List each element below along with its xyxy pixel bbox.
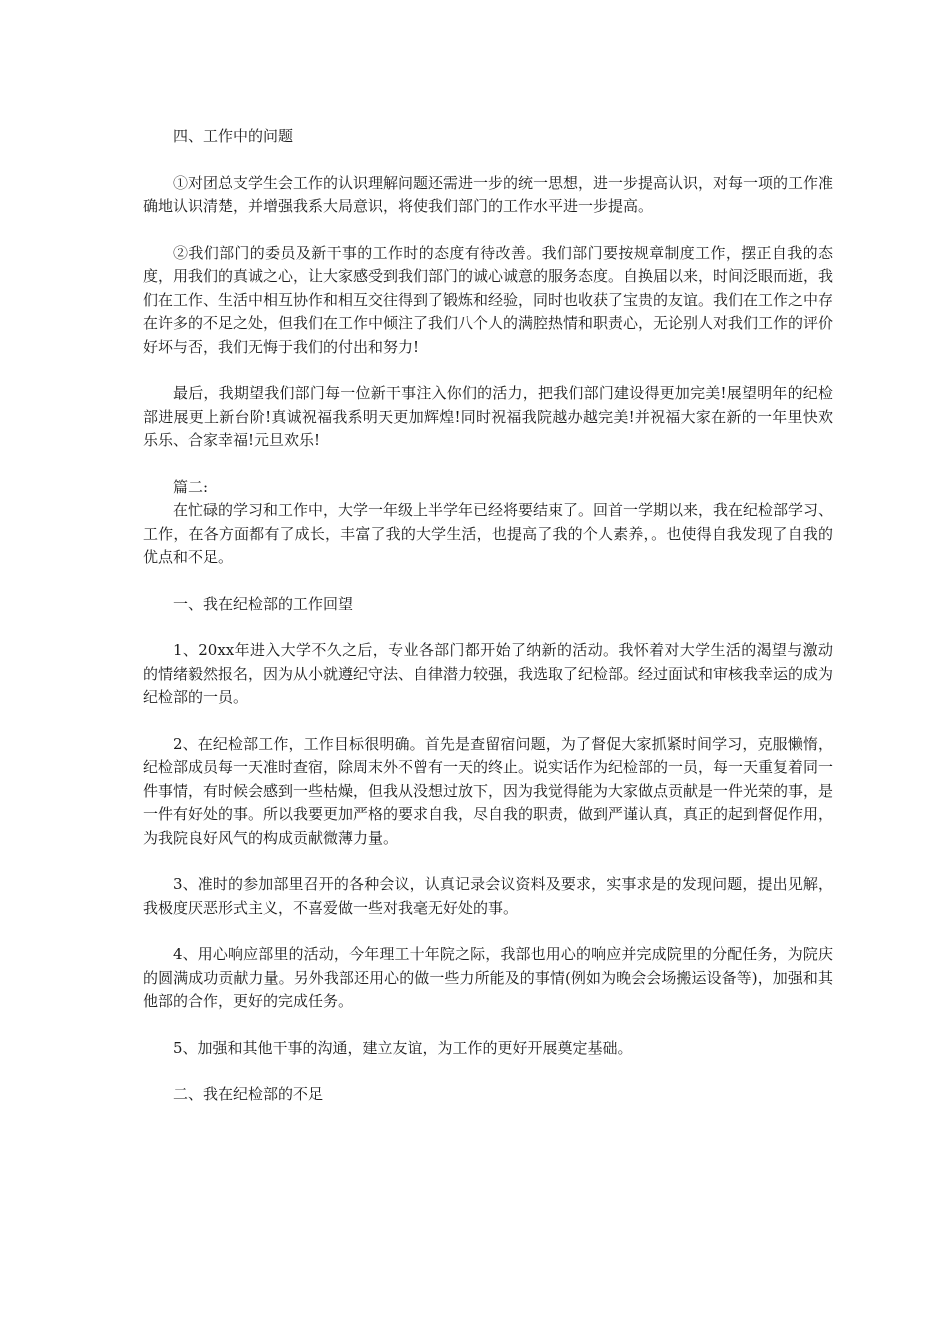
paragraph-item-4: 4、用心响应部里的活动，今年理工十年院之际，我部也用心的响应并完成院里的分配任务，为院庆的圆满成功贡献力量。另外我部还用心的做一些力所能及的事情(例如为晚会会场搬运设备等)，加强和其他部的合作，更好的完成任务。 bbox=[143, 945, 833, 1010]
paragraph bbox=[143, 499, 833, 570]
heading-review: 一、我在纪检部的工作回望 bbox=[173, 594, 354, 613]
paragraph bbox=[143, 1037, 833, 1061]
section-heading bbox=[143, 476, 833, 500]
part-two-label: 篇二: bbox=[173, 477, 209, 496]
paragraph-problem-2: ②我们部门的委员及新干事的工作时的态度有待改善。我们部门要按规章制度工作，摆正自我的态度，用我们的真诚之心，让大家感受到我们部门的诚心诚意的服务态度。自换届以来，时间泛眼而逝，我们在工作、生活中相互协作和相互交往得到了锻炼和经验，同时也收获了宝贵的友谊。我们在工作之中存在许多的不足之处，但我们在工作中倾注了我们八个人的满腔热情和职责心，无论别人对我们工作的评价好坏与否，我们无悔于我们的付出和努力! bbox=[143, 243, 834, 356]
paragraph-closing: 最后，我期望我们部门每一位新干事注入你们的活力，把我们部门建设得更加完美!展望明年的纪检部进展更上新台阶!真诚祝福我系明天更加辉煌!同时祝福我院越办越完美!并祝福大家在新的一年里快欢乐乐、合家幸福!元旦欢乐! bbox=[143, 384, 833, 449]
paragraph bbox=[143, 873, 833, 920]
paragraph bbox=[143, 382, 833, 453]
paragraph-item-2: 2、在纪检部工作，工作目标很明确。首先是查留宿问题，为了督促大家抓紧时间学习，克服懒惰，纪检部成员每一天准时查宿，除周末外不曾有一天的终止。说实话作为纪检部的一员，每一天重复着同一件事情，有时候会感到一些枯燥，但我从没想过放下，因为我觉得能为大家做点贡献是一件光荣的事，是一件有好处的事。所以我要更加严格的要求自我，尽自我的职责，做到严谨认真，真正的起到督促作用，为我院良好风气的构成贡献微薄力量。 bbox=[143, 734, 834, 847]
heading-shortcomings: 二、我在纪检部的不足 bbox=[173, 1085, 324, 1103]
document-page bbox=[143, 125, 833, 1130]
section-heading bbox=[143, 125, 833, 149]
paragraph-problem-1: ①对团总支学生会工作的认识理解问题还需进一步的统一思想，进一步提高认识，对每一项的工作准确地认识清楚，并增强我系大局意识，将使我们部门的工作水平进一步提高。 bbox=[143, 173, 834, 215]
paragraph bbox=[143, 733, 833, 851]
paragraph bbox=[143, 172, 833, 219]
heading-problems: 四、工作中的问题 bbox=[173, 127, 294, 145]
paragraph bbox=[143, 639, 833, 710]
paragraph bbox=[143, 943, 833, 1014]
paragraph-item-5: 5、加强和其他干事的沟通，建立友谊，为工作的更好开展奠定基础。 bbox=[173, 1038, 633, 1057]
section-heading bbox=[143, 593, 833, 617]
paragraph-item-3: 3、准时的参加部里召开的各种会议，认真记录会议资料及要求，实事求是的发现问题，提出见解，我极度厌恶形式主义，不喜爱做一些对我毫无好处的事。 bbox=[143, 875, 833, 917]
paragraph-item-1: 1、20xx年进入大学不久之后，专业各部门都开始了纳新的活动。我怀着对大学生活的渴望与激动的情绪毅然报名，因为从小就遵纪守法、自律潜力较强，我选取了纪检部。经过面试和审核我幸运的成为纪检部的一员。 bbox=[143, 641, 834, 706]
paragraph bbox=[143, 242, 833, 360]
section-heading bbox=[143, 1083, 833, 1107]
paragraph-intro: 在忙碌的学习和工作中，大学一年级上半学年已经将要结束了。回首一学期以来，我在纪检部学习、工作，在各方面都有了成长，丰富了我的大学生活，也提高了我的个人素养，。也使得自我发现了自我的优点和不足。 bbox=[143, 501, 834, 566]
